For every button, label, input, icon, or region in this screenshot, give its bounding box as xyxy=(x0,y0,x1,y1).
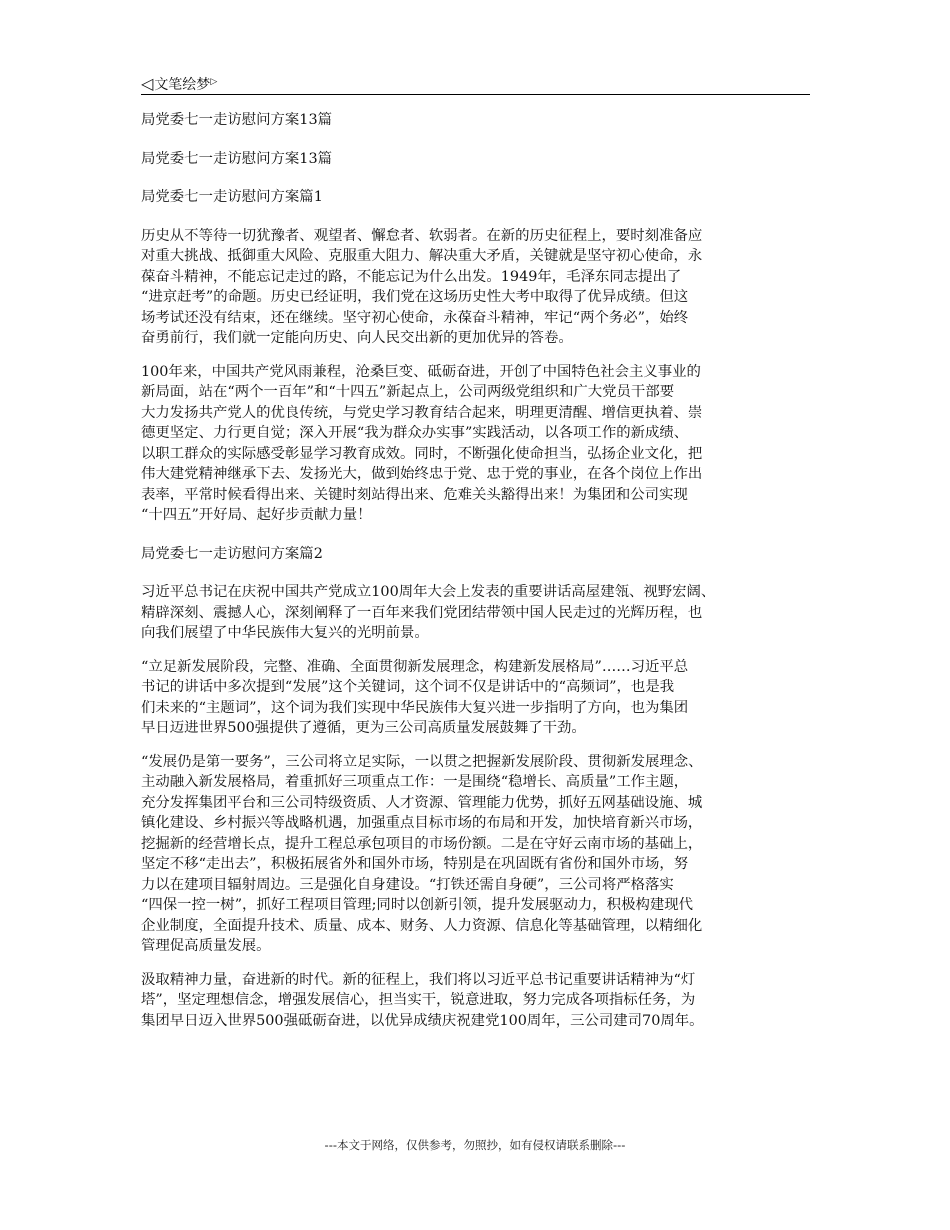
paragraph: “发展仍是第一要务”，三公司将立足实际，一以贯之把握新发展阶段、贯彻新发展理念、 主动融入新发展格局，着重抓好三项重点工作：一是围绕“稳增长、高质量”工作主题， 充分发挥集团平台和三公司特级资质、人才资源、管理能力优势，抓好五网基础设施、城 镇化建设、乡村振兴等战略机遇，加强重点目标市场的布局和开发，加快培育新兴市场， 挖掘新的经营增长点，提升工程总承包项目的市场份额。二是在守好云南市场的基础上， 坚定不移“走出去”，积极拓展省外和国外市场，特别是在巩固既有省份和国外市场，努 力以在建项目辐射周边。三是强化自身建设。“打铁还需自身硬”，三公司将严格落实 “四保一控一树”，抓好工程项目管理;同时以创新引领，提升发展驱动力，积极构建现代 企业制度，全面提升技术、质量、成本、财务、人力资源、信息化等基础管理，以精细化 管理促高质量发展。 xyxy=(141,753,703,954)
right-triangle-icon: ▷ xyxy=(210,77,218,87)
paragraph: 历史从不等待一切犹豫者、观望者、懈怠者、软弱者。在新的历史征程上，要时刻准备应 对重大挑战、抵御重大风险、克服重大阻力、解决重大矛盾，关键就是坚守初心使命，永 葆奋斗精神，不能忘记走过的路，不能忘记为什么出发。1949年，毛泽东同志提出了 “进京赶考”的命题。历史已经证明，我们党在这场历史性大考中取得了优异成绩。但这 场考试还没有结束，还在继续。坚守初心使命，永葆奋斗精神，牢记“两个务必”，始终 奋勇前行，我们就一定能向历史、向人民交出新的更加优异的答卷。 xyxy=(141,227,703,346)
disclaimer-footer: ---本文于网络，仅供参考，勿照抄，如有侵权请联系删除--- xyxy=(324,1138,626,1152)
brand-name: 文笔绘梦 xyxy=(154,77,211,93)
paragraph: 习近平总书记在庆祝中国共产党成立100周年大会上发表的重要讲话高屋建瓴、视野宏阔、 精辟深刻、震撼人心，深刻阐释了一百年来我们党团结带领中国人民走过的光辉历程，也 向我们展望了中华民族伟大复兴的光明前景。 xyxy=(141,584,716,641)
section-2-title: 局党委七一走访慰问方案篇2 xyxy=(141,545,323,562)
document-title: 局党委七一走访慰问方案13篇 xyxy=(141,112,332,128)
paragraph: 汲取精神力量，奋进新的时代。新的征程上，我们将以习近平总书记重要讲话精神为“灯 塔”，坚定理想信念，增强发展信心，担当实干，锐意进取，努力完成各项指标任务，为 集团早日迈入世界500强砥砺奋进，以优异成绩庆祝建党100周年，三公司建司70周年。 xyxy=(141,971,704,1029)
left-triangle-icon: ◁ xyxy=(141,74,154,93)
page-header xyxy=(141,72,810,95)
document-body xyxy=(141,110,821,1044)
document-subtitle: 局党委七一走访慰问方案13篇 xyxy=(141,150,332,167)
section-1-title: 局党委七一走访慰问方案篇1 xyxy=(141,189,323,205)
paragraph: “立足新发展阶段，完整、准确、全面贯彻新发展理念，构建新发展格局”……习近平总 书记的讲话中多次提到“发展”这个关键词，这个词不仅是讲话中的“高频词”，也是我 们未来的“主题词”，这个词为我们实现中华民族伟大复兴进一步指明了方向，也为集团 早日迈进世界500强提供了遵循，更为三公司高质量发展鼓舞了干劲。 xyxy=(141,658,689,736)
paragraph: 100年来，中国共产党风雨兼程，沧桑巨变、砥砺奋进，开创了中国特色社会主义事业的 新局面，站在“两个一百年”和“十四五”新起点上，公司两级党组织和广大党员干部要 大力发扬共产党人的优良传统，与党史学习教育结合起来，明理更清醒、增信更执着、崇 德更坚定、力行更自觉；深入开展“我为群众办实事”实践活动，以各项工作的新成绩、 以职工群众的实际感受彰显学习教育成效。同时，不断强化使命担当，弘扬企业文化，把 伟大建党精神继承下去、发扬光大，做到始终忠于党、忠于党的事业，在各个岗位上作出 表率，平常时候看得出来、关键时刻站得出来、危难关头豁得出来！为集团和公司实现 “十四五”开好局、起好步贡献力量！ xyxy=(141,363,703,523)
